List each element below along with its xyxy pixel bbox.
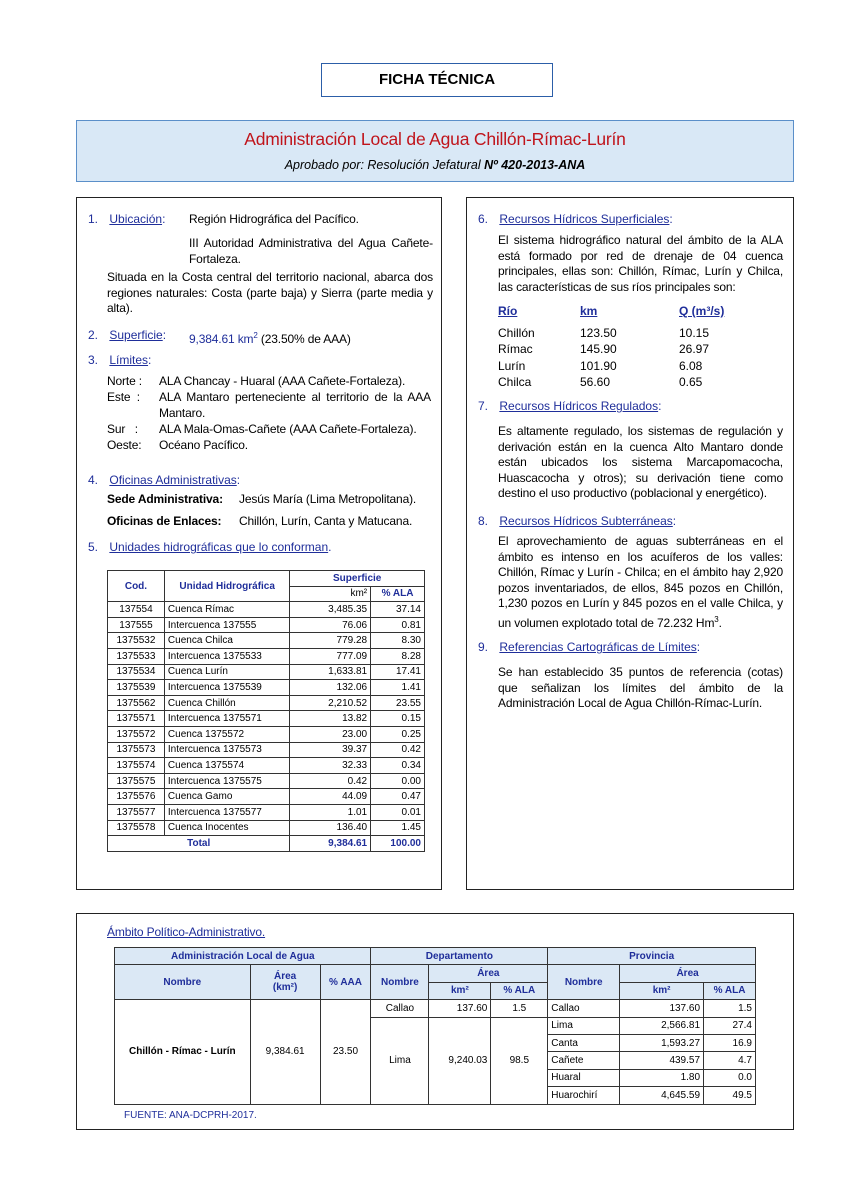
unit-code: 1375577	[108, 804, 165, 820]
unit-name: Intercuenca 137555	[164, 617, 290, 633]
unit-code: 1375573	[108, 742, 165, 758]
unit-km2: 44.09	[290, 789, 371, 805]
s3-title: Límites	[109, 353, 149, 367]
s8-para: El aprovechamiento de aguas subterráneas en el ámbito es intenso en los acuíferos de los valles: Chillón, Rímac y Lurín - Chilca; en el ámbito hay 2,920 pozos inventariados, de ellos, 845 pozos en Chillón, 1,230 pozos en Lurín y 845 pozos en el valle Chilca, y un volumen explotado total de 72.232 Hm$^3$.	[498, 534, 783, 630]
river-row	[498, 358, 748, 374]
s6-title: Recursos Hídricos Superficiales	[499, 212, 670, 226]
ala-area-cell: 9,384.61	[250, 1000, 320, 1104]
unit-name: Cuenca 1375574	[164, 758, 290, 774]
unit-name: Intercuenca 1375571	[164, 711, 290, 727]
river-row	[498, 374, 748, 390]
th-pct: % ALA	[371, 586, 425, 602]
unit-pct: 1.45	[371, 820, 425, 836]
th-ala: Administración Local de Agua	[115, 948, 371, 965]
s5-heading: 5. Unidades hidrográficas que lo conforman.	[88, 540, 332, 554]
river-row	[498, 341, 748, 357]
th-ala-nombre: Nombre	[115, 965, 251, 1000]
s2-title: Superficie	[109, 328, 163, 342]
fuente: FUENTE: ANA-DCPRH-2017.	[124, 1110, 257, 1121]
th-prov-km2: km²	[620, 982, 704, 999]
ala-pct-cell: 23.50	[320, 1000, 371, 1104]
table-row	[108, 648, 425, 664]
s4-title: Oficinas Administrativas	[109, 473, 237, 487]
unit-pct: 0.42	[371, 742, 425, 758]
unit-name: Cuenca Lurín	[164, 664, 290, 680]
th-unidad: Unidad Hidrográfica	[164, 571, 290, 602]
dep-km2: 137.60	[429, 1000, 491, 1017]
prov-name: Huarochirí	[548, 1087, 620, 1104]
limit-oeste-key: Oeste:	[107, 438, 142, 452]
river-q: 10.15	[679, 326, 710, 341]
table-row	[108, 711, 425, 727]
col-km: km	[580, 304, 598, 319]
unit-km2: 0.42	[290, 773, 371, 789]
unit-code: 1375562	[108, 695, 165, 711]
s6-heading: 6. Recursos Hídricos Superficiales:	[478, 212, 673, 226]
th-pct-aaa: % AAA	[320, 965, 371, 1000]
table-row	[108, 695, 425, 711]
s2-value: 9,384.61 $km^2$ (23.50% de AAA)	[189, 331, 351, 346]
s9-title: Referencias Cartográficas de Límites	[499, 640, 697, 654]
ala-name: Administración Local de Agua Chillón-Rímac-Lurín	[244, 129, 626, 149]
prov-name: Lima	[548, 1017, 620, 1034]
unit-km2: 136.40	[290, 820, 371, 836]
unit-code: 1375533	[108, 648, 165, 664]
approved-line	[77, 158, 793, 172]
unit-km2: 32.33	[290, 758, 371, 774]
unit-pct: 17.41	[371, 664, 425, 680]
unit-pct: 0.47	[371, 789, 425, 805]
th-cod: Cod.	[108, 571, 165, 602]
table-row	[108, 758, 425, 774]
unit-pct: 0.81	[371, 617, 425, 633]
unit-code: 1375575	[108, 773, 165, 789]
approved-prefix: Aprobado por: Resolución Jefatural	[284, 158, 481, 172]
s4-heading: 4. Oficinas Administrativas:	[88, 473, 241, 487]
surface-pct: (23.50% de AAA)	[260, 332, 351, 346]
unit-code: 137555	[108, 617, 165, 633]
prov-pct: 16.9	[704, 1034, 756, 1051]
prov-km2: 1,593.27	[620, 1034, 704, 1051]
s1-num: 1.	[88, 212, 99, 226]
s2-heading: 2. Superficie:	[88, 328, 167, 342]
prov-name: Canta	[548, 1034, 620, 1051]
river-name: Chillón	[498, 326, 535, 341]
total-label: Total	[108, 836, 290, 852]
enlace-label: Oficinas de Enlaces:	[107, 514, 222, 528]
unit-name: Cuenca Chillón	[164, 695, 290, 711]
rivers-table	[498, 303, 748, 390]
th-dep-area: Área	[429, 965, 548, 982]
dep-pct: 98.5	[491, 1017, 548, 1104]
unit-pct: 0.25	[371, 726, 425, 742]
s1-line1: Región Hidrográfica del Pacífico.	[189, 212, 359, 226]
river-name: Lurín	[498, 358, 526, 373]
header-box	[76, 120, 794, 182]
river-km: 101.90	[580, 358, 617, 373]
unit-km2: 39.37	[290, 742, 371, 758]
prov-km2: 137.60	[620, 1000, 704, 1017]
unit-name: Cuenca Gamo	[164, 789, 290, 805]
table-row	[108, 664, 425, 680]
prov-km2: 2,566.81	[620, 1017, 704, 1034]
unit-pct: 37.14	[371, 602, 425, 618]
limit-sur-key: Sur :	[107, 422, 138, 436]
unit-km2: 1,633.81	[290, 664, 371, 680]
limit-este: ALA Mantaro perteneciente al territorio de la AAA Mantaro.	[159, 390, 431, 420]
sede-label: Sede Administrativa:	[107, 492, 223, 506]
unit-km2: 1.01	[290, 804, 371, 820]
unit-name: Intercuenca 1375575	[164, 773, 290, 789]
table-row	[108, 633, 425, 649]
col-rio: Río	[498, 304, 518, 319]
unit-pct: 0.34	[371, 758, 425, 774]
unit-code: 1375572	[108, 726, 165, 742]
prov-pct: 0.0	[704, 1069, 756, 1086]
unit-km2: 2,210.52	[290, 695, 371, 711]
river-q: 0.65	[679, 374, 703, 389]
s8-heading: 8. Recursos Hídricos Subterráneas:	[478, 514, 677, 528]
dep-km2: 9,240.03	[429, 1017, 491, 1104]
th-dep-km2: km²	[429, 982, 491, 999]
table-row	[108, 804, 425, 820]
th-dep-pct: % ALA	[491, 982, 548, 999]
unit-name: Cuenca Chilca	[164, 633, 290, 649]
col-q: Q (m³/s)	[679, 304, 725, 319]
th-km2: km²	[290, 586, 371, 602]
page-title: FICHA TÉCNICA	[321, 63, 553, 97]
total-row	[108, 836, 425, 852]
unit-name: Intercuenca 1375539	[164, 680, 290, 696]
s7-para: Es altamente regulado, los sistemas de regulación y derivación están en la cuenca Alto Mantaro donde están ubicados los sistema Marcapomacocha, Huascacocha y otros); su derivación tiene como destino el uso productivo (poblacional y energético).	[498, 424, 783, 500]
prov-km2: 1.80	[620, 1069, 704, 1086]
enlace-value: Chillón, Lurín, Canta y Matucana.	[239, 514, 413, 528]
unit-pct: 0.15	[371, 711, 425, 727]
th-dep: Departamento	[371, 948, 548, 965]
unit-km2: 23.00	[290, 726, 371, 742]
river-name: Chilca	[498, 374, 532, 389]
unit-code: 1375571	[108, 711, 165, 727]
unit-pct: 8.30	[371, 633, 425, 649]
unit-name: Cuenca 1375572	[164, 726, 290, 742]
prov-pct: 1.5	[704, 1000, 756, 1017]
dep-name: Callao	[371, 1000, 429, 1017]
s1-heading: 1. Ubicación:	[88, 212, 166, 226]
river-row	[498, 325, 748, 341]
th-prov: Provincia	[548, 948, 756, 965]
prov-name: Cañete	[548, 1052, 620, 1069]
unit-pct: 1.41	[371, 680, 425, 696]
s3-heading: 3. Límites:	[88, 353, 152, 367]
th-superficie: Superficie	[290, 571, 425, 587]
unit-name: Intercuenca 1375533	[164, 648, 290, 664]
limit-oeste: Océano Pacífico.	[159, 438, 248, 452]
river-name: Rímac	[498, 342, 533, 357]
unit-km2: 779.28	[290, 633, 371, 649]
total-km2: 9,384.61	[290, 836, 371, 852]
unit-pct: 8.28	[371, 648, 425, 664]
total-pct: 100.00	[371, 836, 425, 852]
sede-value: Jesús María (Lima Metropolitana).	[239, 492, 417, 506]
unit-km2: 76.06	[290, 617, 371, 633]
ambito-title: Ámbito Político-Administrativo.	[107, 925, 266, 939]
table-row	[108, 820, 425, 836]
unit-name: Intercuenca 1375573	[164, 742, 290, 758]
s6-para: El sistema hidrográfico natural del ámbito de la ALA está formado por red de drenaje de 04 cuenca principales, ellas son: Chillón, Rímac, Lurín y Chilca, las características de sus ríos principales son:	[498, 233, 783, 294]
prov-km2: 4,645.59	[620, 1087, 704, 1104]
table-row	[108, 726, 425, 742]
unit-code: 1375534	[108, 664, 165, 680]
prov-km2: 439.57	[620, 1052, 704, 1069]
unit-km2: 777.09	[290, 648, 371, 664]
prov-name: Huaral	[548, 1069, 620, 1086]
table-row	[108, 602, 425, 618]
river-km: 145.90	[580, 342, 617, 357]
unit-code: 137554	[108, 602, 165, 618]
unit-km2: 132.06	[290, 680, 371, 696]
th-prov-area: Área	[620, 965, 756, 982]
dep-pct: 1.5	[491, 1000, 548, 1017]
river-q: 26.97	[679, 342, 710, 357]
unit-code: 1375576	[108, 789, 165, 805]
limit-sur: ALA Mala-Omas-Cañete (AAA Cañete-Fortaleza).	[159, 422, 417, 436]
unit-name: Intercuenca 1375577	[164, 804, 290, 820]
unidades-table	[107, 570, 425, 852]
th-prov-pct: % ALA	[704, 982, 756, 999]
unit-pct: 23.55	[371, 695, 425, 711]
s5-title: Unidades hidrográficas que lo conforman	[109, 540, 329, 554]
unit-code: 1375578	[108, 820, 165, 836]
s1-line2: III Autoridad Administrativa del Agua Cañete-Fortaleza.	[189, 236, 433, 266]
s7-heading: 7. Recursos Hídricos Regulados:	[478, 399, 662, 413]
th-prov-nombre: Nombre	[548, 965, 620, 1000]
s9-para: Se han establecido 35 puntos de referencia (cotas) que señalizan los límites del ámbito de la Administración Local de Agua Chillón-Rímac-Lurín.	[498, 665, 783, 710]
prov-pct: 4.7	[704, 1052, 756, 1069]
unit-km2: 13.82	[290, 711, 371, 727]
prov-name: Callao	[548, 1000, 620, 1017]
table-row	[108, 680, 425, 696]
unit-code: 1375539	[108, 680, 165, 696]
table-row	[108, 617, 425, 633]
river-q: 6.08	[679, 358, 703, 373]
surface-value: 9,384.61 km	[189, 332, 254, 346]
s1-title: Ubicación	[109, 212, 163, 226]
th-ala-area: Área (km²)	[250, 965, 320, 1000]
unit-name: Cuenca Rímac	[164, 602, 290, 618]
river-km: 56.60	[580, 374, 611, 389]
unit-km2: 3,485.35	[290, 602, 371, 618]
limit-norte-key: Norte :	[107, 374, 142, 388]
approved-code: Nº 420-2013-ANA	[484, 158, 586, 172]
th-dep-nombre: Nombre	[371, 965, 429, 1000]
prov-pct: 49.5	[704, 1087, 756, 1104]
unit-pct: 0.00	[371, 773, 425, 789]
unit-code: 1375532	[108, 633, 165, 649]
limit-norte: ALA Chancay - Huaral (AAA Cañete-Fortaleza).	[159, 374, 406, 388]
s8-title: Recursos Hídricos Subterráneas	[499, 514, 673, 528]
river-km: 123.50	[580, 326, 617, 341]
unit-name: Cuenca Inocentes	[164, 820, 290, 836]
s7-title: Recursos Hídricos Regulados	[499, 399, 659, 413]
table-row	[108, 773, 425, 789]
prov-pct: 27.4	[704, 1017, 756, 1034]
ambito-table	[114, 947, 756, 1105]
s1-para: Situada en la Costa central del territorio nacional, abarca dos regiones naturales: Costa (parte baja) y Sierra (parte media y alta).	[107, 270, 433, 315]
dep-name: Lima	[371, 1017, 429, 1104]
s9-heading: 9. Referencias Cartográficas de Límites:	[478, 640, 701, 654]
limit-este-key: Este :	[107, 390, 140, 404]
table-row	[108, 742, 425, 758]
table-row	[108, 789, 425, 805]
unit-code: 1375574	[108, 758, 165, 774]
unit-pct: 0.01	[371, 804, 425, 820]
ala-name-cell: Chillón - Rímac - Lurín	[115, 1000, 251, 1104]
